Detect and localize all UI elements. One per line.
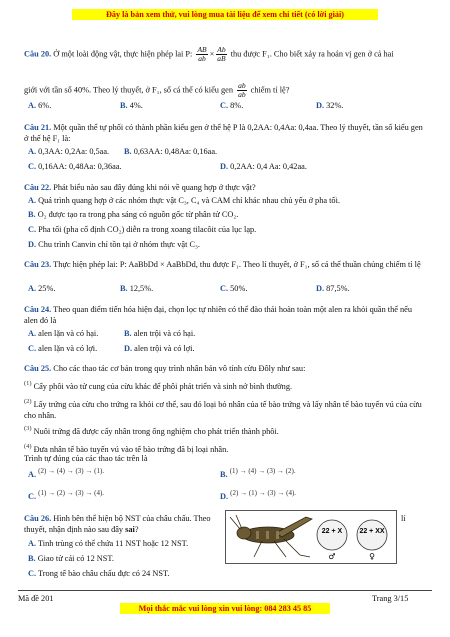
grasshopper-icon [226,511,396,563]
question-23: Câu 23. Thực hiện phép lai: P: AaBbDd × AaBbDd, thu được F₁. Theo lí thuyết, ở F₁, số cá thể thuần chủng chiếm tỉ lệ [24,260,421,269]
contact-banner: Mọi thắc mắc vui lòng xin vui lòng: 084 283 45 85 [120,603,330,614]
order-label: Trình tự đúng của các thao tác trên là [24,454,148,463]
option-c[interactable]: C. 0,16AA: 0,48Aa: 0,36aa. [28,162,122,171]
fraction-AB-ab: $\frac{AB}{ab}$ [197,45,207,63]
question-26-tail: lí [401,514,406,523]
page-number: Trang 3/15 [372,594,409,603]
male-karyotype-label: 22 + X [321,528,343,535]
step-1: (1) Cấy phôi vào tử cung của cừu khác để phôi phát triển và sinh nở bình thường. [24,380,293,391]
option-b[interactable]: B. 12,5%. [120,284,154,293]
male-symbol-icon: ♂ [328,552,336,561]
option-d[interactable]: D. 0,2AA: 0,4 Aa: 0,42aa. [220,162,307,171]
option-d[interactable]: D. Chu trình Canvin chỉ tồn tại ở nhóm thực vật C₃. [28,240,200,249]
question-20-cont: giới với tần số 40%. Theo lý thuyết, ở F₁, số cá thể có kiểu gen $\frac{ab}{ab}$ chiếm tỉ lệ? [24,81,290,99]
option-a[interactable]: A. 25%. [28,284,56,293]
option-a[interactable]: A. Tinh trùng có thể chứa 11 NST hoặc 12 NST. [28,539,189,548]
footer-divider [18,590,432,591]
question-26-cont: thuyết, nhận định nào sau đây sai? [24,525,139,534]
question-26: Câu 26. Hình bên thể hiện bộ NST của châu chấu. Theo [24,514,211,523]
option-c[interactable]: C. 50%. [220,284,248,293]
fraction-ab-ab: $\frac{ab}{ab}$ [238,81,246,99]
step-3: (3) Nuôi trứng đã được cấy nhân trong ống nghiệm cho phát triển thành phôi. [24,425,279,436]
option-c[interactable]: C. $^{(1) \to (2) \to (3) \to (4).}$ [28,489,105,501]
question-25: Câu 25. Cho các thao tác cơ bản trong quy trình nhân bản vô tính cừu Đôly như sau: [24,364,306,373]
female-symbol-icon: ♀ [369,552,375,561]
option-d[interactable]: D. 32%. [316,101,344,110]
option-a[interactable]: A. 6%. [28,101,52,110]
option-d[interactable]: D. $^{(2) \to (1) \to (3) \to (4).}$ [220,489,297,501]
option-b[interactable]: B. $^{(1) \to (4) \to (3) \to (2).}$ [220,467,296,479]
question-24: Câu 24. Theo quan điểm tiến hóa hiện đại, chọn lọc tự nhiên có thể đào thải hoàn toàn một alen ra khỏi quần thể nếu alen đó là [24,305,412,325]
question-number: Câu 20. [24,49,52,59]
option-a[interactable]: A. 0,3AA: 0,2Aa: 0,5aa. [28,147,110,156]
option-d[interactable]: D. 87,5%. [316,284,350,293]
question-22: Câu 22. Phát biểu nào sau đây đúng khi nói về quang hợp ở thực vật? [24,183,256,192]
female-karyotype-label: 22 + XX [359,528,385,535]
fraction-Ab-aB: $\frac{Ab}{aB}$ [217,45,226,63]
option-c[interactable]: C. Trong tế bào châu chấu đực có 24 NST. [28,569,170,578]
option-d[interactable]: D. alen trội và có lợi. [124,344,195,353]
exam-code: Mã đề 201 [18,594,54,603]
option-c[interactable]: C. alen lặn và có lợi. [28,344,98,353]
option-b[interactable]: B. alen trội và có hại. [124,329,196,338]
step-2: (2) Lấy trứng của cừu cho trứng ra khỏi cơ thể, sau đó loại bỏ nhân của tế bào trứng và lấy nhân tế bào tuyến vú của cừu cho nhân. [24,398,422,420]
option-a[interactable]: A. Quá trình quang hợp ở các nhóm thực vật C₃, C₄ và CAM chỉ khác nhau chủ yếu ở pha tối. [28,196,340,205]
preview-banner: Đây là bản xem thử, vui lòng mua tài liệu để xem chi tiết (có lời giải) [72,9,378,20]
step-4: (4) Đưa nhân tế bào tuyến vú vào tế bào trứng đã bị loại nhân. [24,443,229,454]
option-b[interactable]: B. Giao tử cái có 12 NST. [28,554,114,563]
option-b[interactable]: B. 0,63AA: 0,48Aa: 0,16aa. [124,147,218,156]
option-a[interactable]: A. alen lặn và có hại. [28,329,99,338]
option-c[interactable]: C. Pha tối (pha cố định CO₂) diễn ra trong xoang tilacôit của lục lạp. [28,225,257,234]
option-a[interactable]: A. $^{(2) \to (4) \to (3) \to (1).}$ [28,467,105,479]
grasshopper-chromosome-figure [225,510,397,564]
option-b[interactable]: B. 4%. [120,101,143,110]
question-21: Câu 21. Một quần thể tự phối có thành phần kiểu gen ở thế hệ P là 0,2AA: 0,4Aa: 0,4aa. Theo lý thuyết, tần số kiểu gen ở thế hệ F₁ là: [24,123,423,143]
option-c[interactable]: C. 8%. [220,101,244,110]
question-20: Câu 20. Ở một loài động vật, thực hiện phép lai P: $\frac{AB}{ab}$ × $\frac{Ab}{aB}$ thu được F₁. Cho biết xảy ra hoán vị gen ở cả hai [24,45,394,63]
option-b[interactable]: B. O₂ được tạo ra trong pha sáng có nguồn gốc từ phân tử CO₂. [28,210,239,219]
